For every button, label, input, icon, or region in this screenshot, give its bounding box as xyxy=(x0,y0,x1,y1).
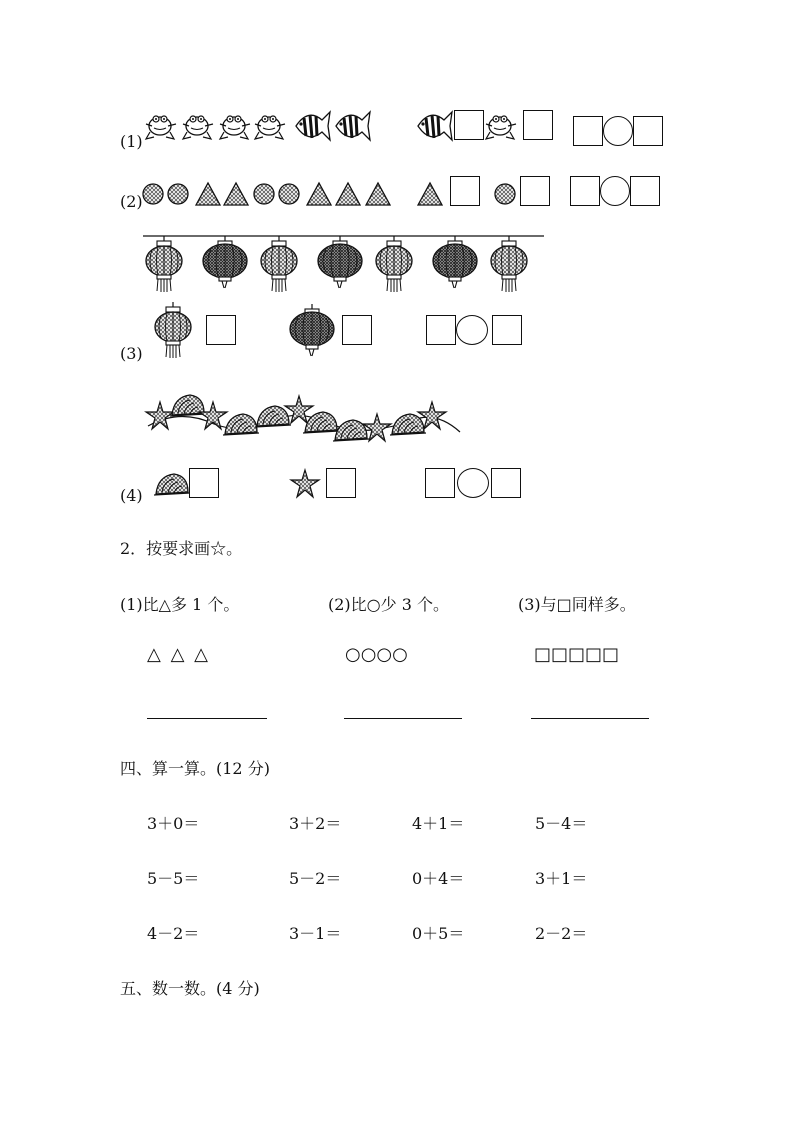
math-problem[interactable]: 3－1＝ xyxy=(289,924,342,943)
math-problem[interactable]: 5－5＝ xyxy=(147,869,200,888)
math-problem[interactable]: 4＋1＝ xyxy=(412,814,465,833)
part-2-instruction: (2)比○少 3 个。 xyxy=(328,595,449,614)
math-problem[interactable]: 2－2＝ xyxy=(535,924,588,943)
circle-shapes: ○○○○ xyxy=(345,644,408,665)
math-problem[interactable]: 0＋5＝ xyxy=(412,924,465,943)
section-4-title: 四、算一算。(12 分) xyxy=(120,759,270,778)
row1-label: (1) xyxy=(120,132,143,151)
part-3-instruction: (3)与□同样多。 xyxy=(518,595,636,614)
math-problem[interactable]: 0＋4＝ xyxy=(412,869,465,888)
part-1-instruction: (1)比△多 1 个。 xyxy=(120,595,240,614)
answer-line-3[interactable] xyxy=(531,718,649,719)
compare-box-right[interactable] xyxy=(491,468,521,498)
compare-circle[interactable] xyxy=(457,468,489,498)
triangle-shapes: △ △ △ xyxy=(147,644,210,665)
square-shapes: □□□□□ xyxy=(534,644,620,665)
question-2-title: 2．按要求画☆。 xyxy=(120,539,243,558)
row4-label: (4) xyxy=(120,486,143,505)
math-problem[interactable]: 5－4＝ xyxy=(535,814,588,833)
math-problem[interactable]: 4－2＝ xyxy=(147,924,200,943)
math-problem[interactable]: 3＋1＝ xyxy=(535,869,588,888)
answer-box[interactable] xyxy=(326,468,356,498)
math-problem[interactable]: 3＋2＝ xyxy=(289,814,342,833)
shell-star-pattern xyxy=(0,0,794,520)
answer-box[interactable] xyxy=(189,468,219,498)
row3-label: (3) xyxy=(120,344,143,363)
row2-label: (2) xyxy=(120,192,143,211)
answer-line-2[interactable] xyxy=(344,718,462,719)
answer-line-1[interactable] xyxy=(147,718,267,719)
compare-box-left[interactable] xyxy=(425,468,455,498)
math-problem[interactable]: 5－2＝ xyxy=(289,869,342,888)
math-problem[interactable]: 3＋0＝ xyxy=(147,814,200,833)
section-5-title: 五、数一数。(4 分) xyxy=(120,979,260,998)
